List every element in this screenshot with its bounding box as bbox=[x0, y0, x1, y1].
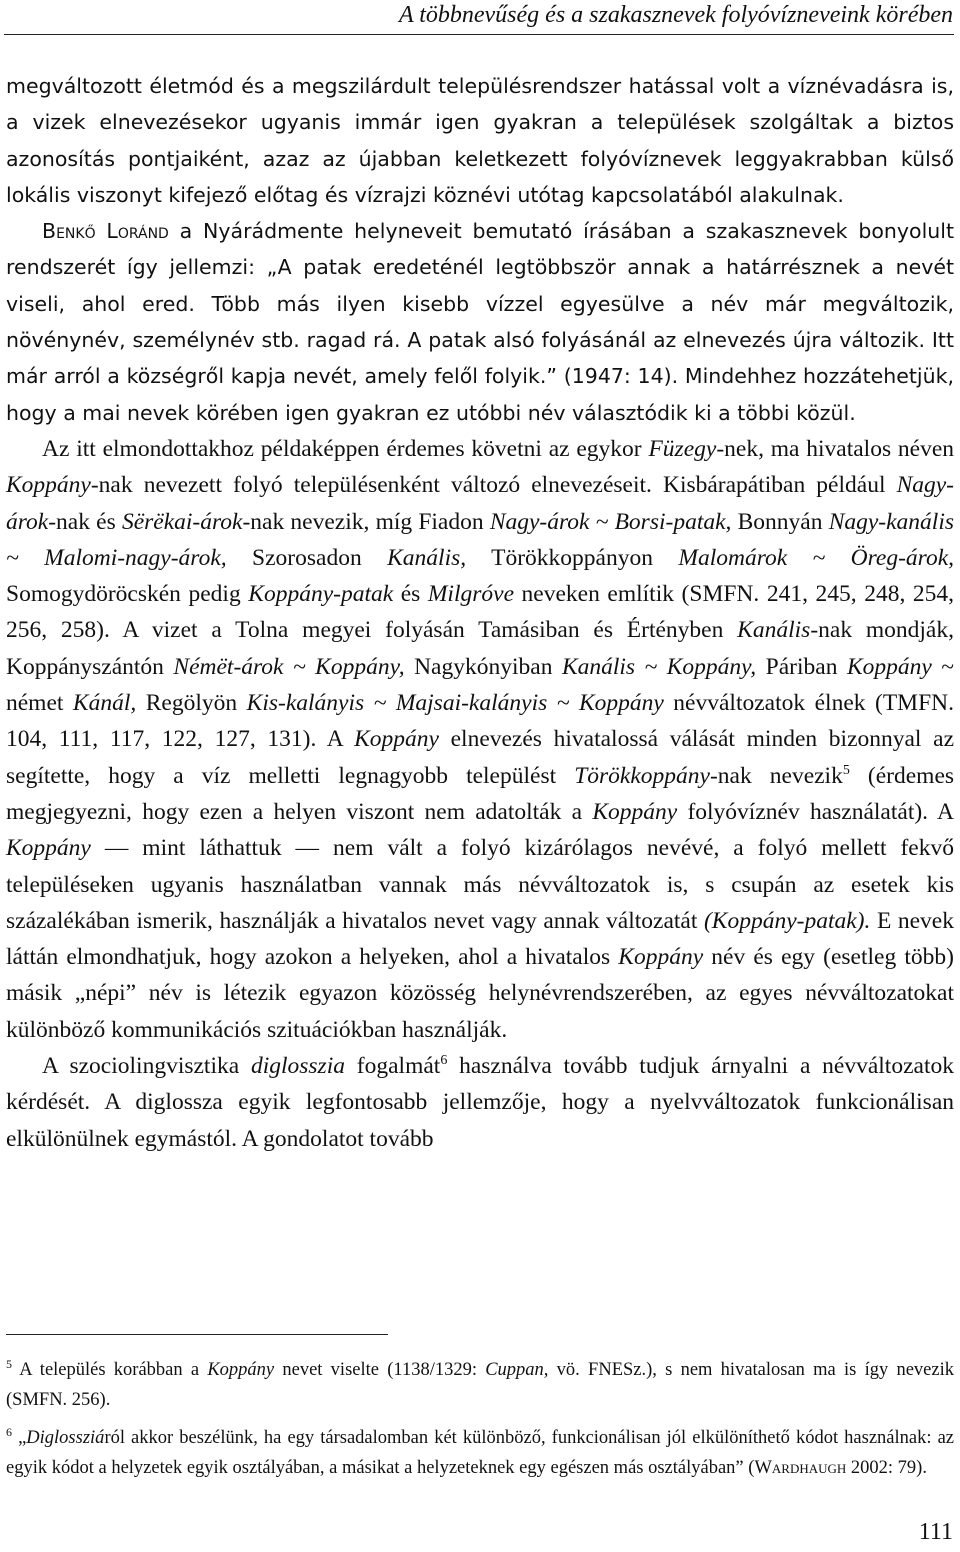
footnote-mark-5: 5 bbox=[6, 1356, 12, 1371]
footnote-ref-5: 5 bbox=[842, 762, 850, 778]
footnote-ref-6: 6 bbox=[440, 1053, 448, 1069]
paragraph-3: Az itt elmondottakhoz példaképpen érdemes követni az egykor Füzegy-nek, ma hivatalos néven Koppány-nak nevezett folyó településenként változó elnevezéseit. Kisbárapátiban például Nagy-árok-nak és Sërëkai-árok-nak nevezik, míg Fiadon Nagy-árok ~ Borsi-patak, Bonnyán Nagy-kanális ~ Malomi-nagy-árok, Szorosadon Kanális, Törökkoppányon Malomárok ~ Öreg-árok, Somogydöröcskén pedig Koppány-patak és Milgróve neveken említik (SMFN. 241, 245, 248, 254, 256, 258). A vizet a Tolna megyei folyásán Tamásiban és Értényben Kanális-nak mondják, Koppányszántón Némët-árok ~ Koppány, Nagykónyiban Kanális ~ Koppány, Páriban Koppány ~ német Kánál, Regölyön Kis-kalányis ~ Majsai-kalányis ~ Koppány névváltozatok élnek (TMFN. 104, 111, 117, 122, 127, 131). A Koppány elnevezés hivatalossá válását minden bizonnyal az segítette, hogy a víz melletti legnagyobb települést Törökkoppány-nak nevezik$^5$ (érdemes megjegyezni, hogy ezen a helyen viszont nem adatolták a Koppány folyóvíznév használatát). A Koppány — mint láthattuk — nem vált a folyó kizárólagos nevévé, a folyó mellett fekvő településeken ugyanis használatban vannak más névváltozatok is, s csupán az esetek kis százalékában ismerik, használják a hivatalos nevet vagy annak változatát (Koppány-patak). E nevek láttán elmondhatjuk, hogy azokon a helyeken, ahol a hivatalos Koppány név és egy (esetleg több) másik „népi” név is létezik egyazon közösség helynévrendszerében, az egyes névváltozatokat különböző kommunikációs szituációkban használják. bbox=[6, 435, 955, 1043]
author-name: Benkő Loránd bbox=[42, 219, 169, 244]
paragraph-1: megváltozott életmód és a megszilárdult településrendszer hatással volt a víznévadásra is, a vizek elnevezésekor ugyanis immár igen gyakran a települések szolgáltak a biztos azonosítás pontjaiként, azaz az újabban keletkezett folyóvíznevek leggyakrabban külső lokális viszonyt kifejező előtag és vízrajzi köznévi utótag kapcsolatából alakulnak. bbox=[6, 74, 954, 207]
running-header bbox=[0, 0, 953, 34]
main-text bbox=[6, 68, 954, 1157]
header-divider bbox=[4, 34, 954, 35]
running-title: A többnevűség és a szakasznevek folyóvízneveink körében bbox=[398, 2, 953, 28]
footnote-mark-6: 6 bbox=[6, 1424, 12, 1439]
paragraph-2: Benkő Loránd a Nyárádmente helyneveit bemutató írásában a szakasznevek bonyolult rendszerét így jellemzi: „A patak eredeténél legtöbbször annak a határrésznek a nevét viseli, ahol ered. Több más ilyen kisebb vízzel egyesülve a név már megváltozik, növénynév, személynév stb. ragad rá. A patak alsó folyásánál az elnevezés újra változik. Itt már arról a községről kapja nevét, amely felől folyik.” (1947: 14). Mindehhez hozzátehetjük, hogy a mai nevek körében igen gyakran ez utóbbi név választódik ki a többi közül. bbox=[6, 219, 954, 425]
page-number: 111 bbox=[918, 1519, 953, 1545]
paragraph-4: A szociolingvisztika diglosszia fogalmát$^6$ használva tovább tudjuk árnyalni a névváltozatok kérdését. A diglossza egyik legfontosabb jellemzője, hogy a nyelvváltozatok funkcionálisan elkülönülnek egymástól. A gondolatot tovább bbox=[6, 1053, 954, 1152]
footnote-5: $^5$ A település korábban a Koppány nevet viselte (1138/1329: Cuppan, vö. FNESz.), s nem hivatalosan ma is így nevezik (SMFN. 256). bbox=[6, 1356, 954, 1410]
footnote-divider bbox=[6, 1334, 388, 1335]
footnotes bbox=[6, 1355, 954, 1491]
cited-author: Wardhaugh bbox=[754, 1458, 847, 1478]
footnote-6: $^6$ „Diglossziáról akkor beszélünk, ha egy társadalomban két különböző, funkcionálisan jól elkülöníthető kódot használnak: az egyik kódot a helyzetek egyik osztályában, a másikat a helyzeteknek egy egészen más osztályában” (Wardhaugh 2002: 79). bbox=[6, 1424, 954, 1478]
